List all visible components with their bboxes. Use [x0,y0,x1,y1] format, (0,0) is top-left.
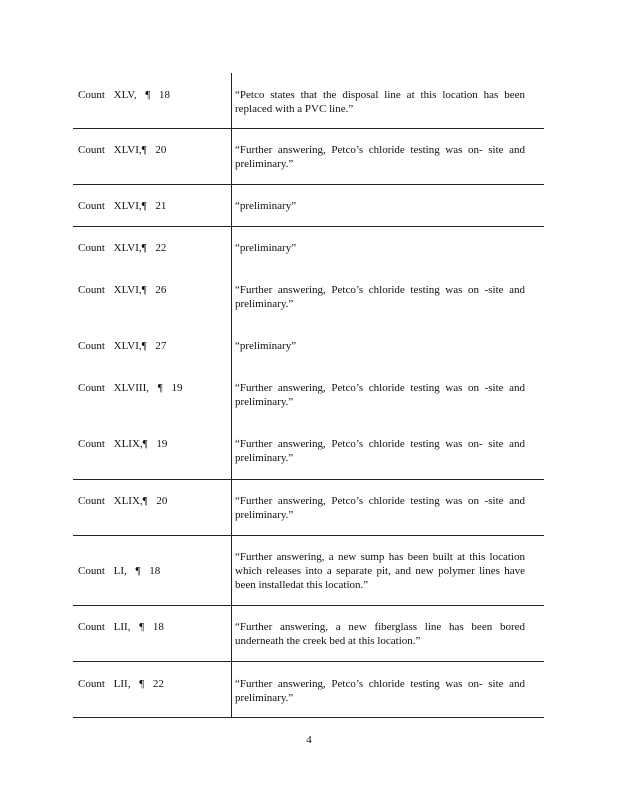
response-cell: “Further answering, Petco’s chloride testing was on- site and preliminary.” [235,438,525,464]
table-row [73,536,544,606]
response-cell: “Further answering, a new fiberglass line has been bored underneath the creek bed at this location.” [235,621,525,647]
table-row [73,185,544,227]
table-row [73,129,544,185]
response-cell: “preliminary” [235,340,297,352]
response-cell: “preliminary” [235,200,297,212]
response-cell: “Further answering, Petco’s chloride testing was on- site and preliminary.” [235,678,525,704]
count-cell: Count XLV, ¶ 18 [78,89,171,101]
count-cell: Count XLIX,¶ 19 [78,438,168,450]
response-cell: “Further answering, Petco’s chloride testing was on- site and preliminary.” [235,144,525,170]
count-cell: Count XLVI,¶ 26 [78,284,167,296]
count-cell: Count XLVI,¶ 20 [78,144,167,156]
count-cell: Count XLVI,¶ 21 [78,200,167,212]
table-row [73,606,544,662]
response-cell: “Further answering, Petco’s chloride testing was on -site and preliminary.” [235,495,525,521]
response-cell: “Further answering, a new sump has been built at this location which releases into a separate pit, and new polymer lines have been installedat this location.” [235,551,525,591]
table-row [73,269,544,325]
page-number: 4 [306,734,312,746]
count-cell: Count LII, ¶ 22 [78,678,164,690]
table-row [73,662,544,718]
response-cell: “Further answering, Petco’s chloride testing was on -site and preliminary.” [235,284,525,310]
table-row [73,325,544,367]
table-row [73,227,544,269]
counts-table [73,73,544,718]
table-row [73,73,544,129]
table-row [73,367,544,423]
count-cell: Count LII, ¶ 18 [78,621,164,633]
count-cell: Count XLIX,¶ 20 [78,495,168,507]
table-row [73,480,544,536]
count-cell: Count LI, ¶ 18 [78,565,161,577]
count-cell: Count XLVI,¶ 27 [78,340,167,352]
count-cell: Count XLVI,¶ 22 [78,242,167,254]
table-row [73,423,544,480]
count-cell: Count XLVIII, ¶ 19 [78,382,183,394]
response-cell: “preliminary” [235,242,297,254]
response-cell: “Further answering, Petco’s chloride testing was on -site and preliminary.” [235,382,525,408]
response-cell: “Petco states that the disposal line at this location has been replaced with a PVC line.” [235,89,525,115]
